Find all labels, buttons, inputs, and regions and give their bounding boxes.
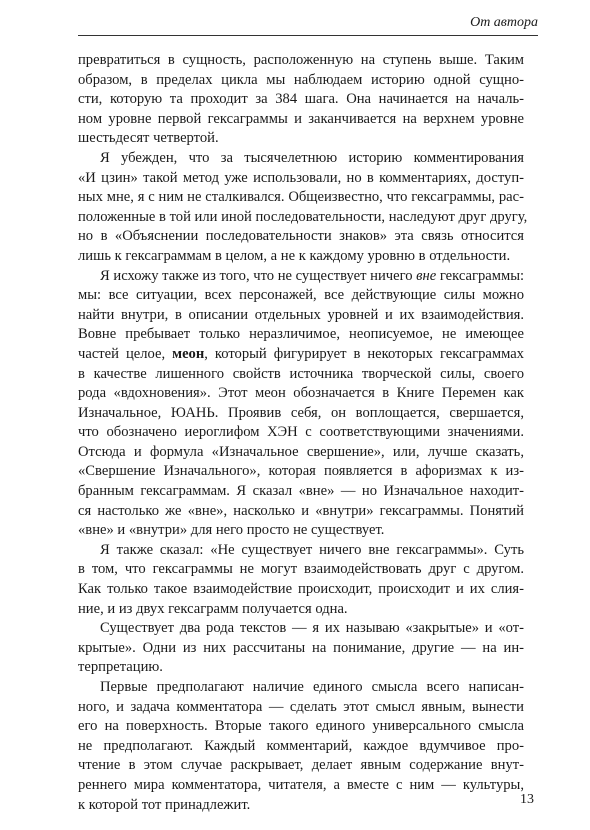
text-line: его на поверхность. Вторые такого единого универсального смысла	[78, 718, 524, 735]
text-line: крытые». Одни из них рассчитаны на понимание, другие — на ин-	[78, 639, 524, 656]
text-line: не предполагают. Каждый комментарий, каждое вдумчивое про-	[78, 737, 524, 754]
text-line: в том, что гексаграммы не могут взаимодействовать друг с другом.	[78, 561, 524, 578]
text-run: , который фигурирует в некоторых гексаграммах	[204, 345, 524, 362]
text-line: Отсюда и формула «Изначальное свершение», или, лучше сказать,	[78, 443, 524, 460]
text-line: в качестве лишенного свойств источника творческой силы, своего	[78, 365, 524, 382]
text-line: реннего мира комментатора, читателя, а вместе с ним — культуры,	[78, 776, 524, 793]
text-line: ся настолько же «вне», насколько и «внутри» гексаграммы. Понятий	[78, 502, 524, 519]
page-number: 13	[520, 792, 534, 807]
text-run: гексаграммы:	[436, 267, 525, 284]
text-line: терпретацию.	[78, 659, 163, 676]
text-line: «И цзин» такой метод уже использовали, но в комментариях, доступ-	[78, 169, 524, 186]
text-line: «вне» и «внутри» для него просто не существует.	[78, 522, 385, 539]
text-line: ние, и из двух гексаграмм получается одна.	[78, 600, 348, 617]
text-line: но в «Объяснении последовательности знаков» эта связь относится	[78, 228, 524, 245]
text-line: ных мне, я с ним не сталкивался. Общеизвестно, что гексаграммы, рас-	[78, 189, 524, 206]
text-line: образом, в пределах цикла мы наблюдаем историю одной сущно-	[78, 71, 524, 88]
text-line: рода «вдохновения». Этот меон обозначается в Книге Перемен как	[78, 385, 524, 402]
text-line: чтение в этом случае раскрывает, делает явным содержание внут-	[78, 757, 524, 774]
text-line: превратиться в сущность, расположенную на ступень выше. Таким	[78, 52, 524, 68]
text-line: найти внутри, в описании отдельных уровней и их взаимодействия.	[78, 306, 524, 323]
text-line	[78, 267, 524, 287]
text-line	[78, 345, 524, 365]
running-head: От автора	[78, 14, 538, 36]
text-line: Существует два рода текстов — я их называю «закрытые» и «от-	[100, 620, 524, 637]
text-line: к которой тот принадлежит.	[78, 796, 251, 813]
text-line: Первые предполагают наличие единого смысла всего написан-	[100, 679, 524, 695]
text-line: мы: все ситуации, всех персонажей, все действующие силы можно	[78, 287, 524, 304]
text-line: положенные в той или иной последовательности, наследуют друг другу,	[78, 208, 528, 225]
text-run: частей целое,	[78, 345, 173, 362]
text-line: Я также сказал: «Не существует ничего вне гексаграммы». Суть	[100, 541, 524, 558]
text-line: ного, и задача комментатора — сделать этот смысл явным, вынести	[78, 698, 524, 715]
text-line: шестьдесят четвертой.	[78, 130, 219, 147]
text-run: Я исхожу также из того, что не существует ничего	[100, 267, 417, 284]
text-line: лишь к гексаграммам в целом, а не к каждому уровню в отдельности.	[78, 247, 511, 264]
text-line: что обозначено иероглифом ХЭН с соответствующими значениями.	[78, 424, 524, 441]
text-line: Вовне пребывает только неразличимое, неописуемое, не имеющее	[78, 326, 524, 343]
text-line: Как только такое взаимодействие происходит, происходит и их слия-	[78, 581, 524, 598]
text-line: Изначальное, ЮАНЬ. Проявив себя, он воплощается, свершается,	[78, 404, 524, 421]
bold-term: меон	[172, 345, 205, 362]
text-line: бранным гексаграммам. Я сказал «вне» — но Изначальное находит-	[78, 483, 524, 500]
emphasis: вне	[416, 267, 437, 284]
text-line: ном уровне первой гексаграммы и заканчивается на верхнем уровне	[78, 110, 524, 127]
text-line: «Свершение Изначального», которая появляется в афоризмах к из-	[78, 463, 524, 480]
text-line: сти, которую та проходит за 384 шага. Она начинается на началь-	[78, 91, 524, 108]
text-line: Я убежден, что за тысячелетнюю историю комментирования	[100, 149, 524, 166]
